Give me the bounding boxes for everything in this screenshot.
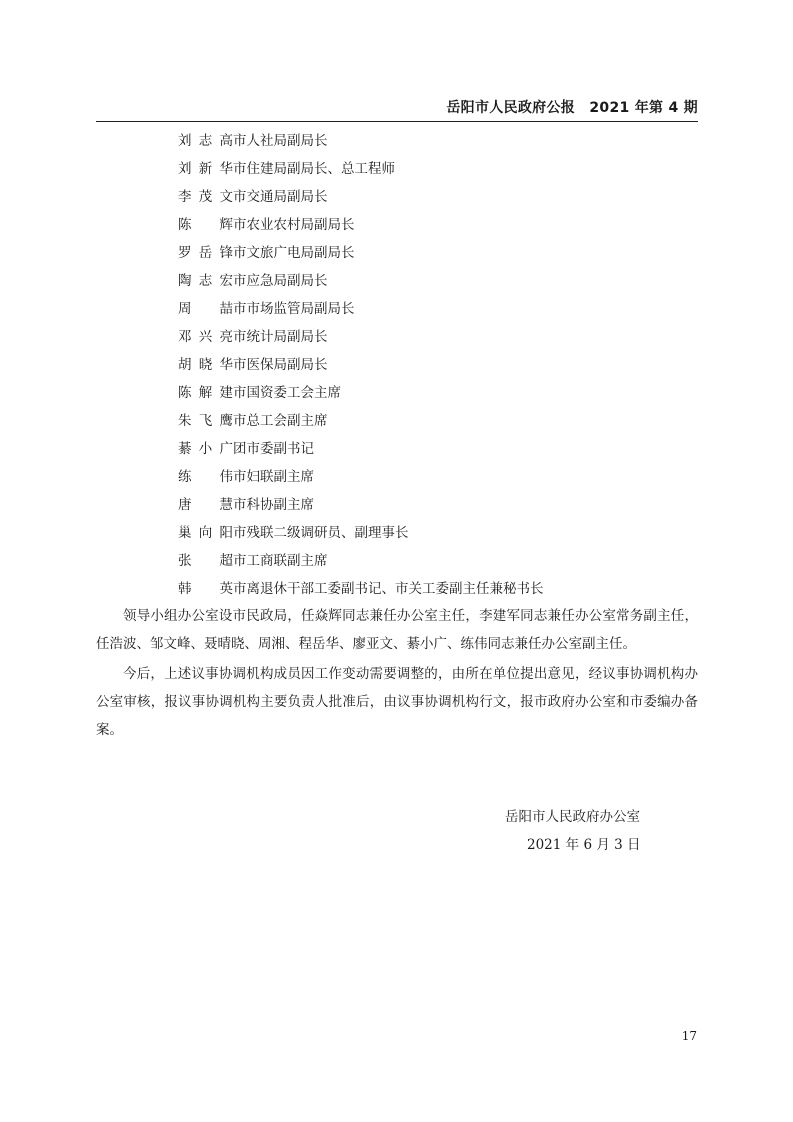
member-name: 朱飞鹰: [178, 413, 233, 429]
member-title: 市住建局副局长、总工程师: [233, 161, 395, 177]
member-title: 市工商联副主席: [233, 553, 328, 569]
member-name: 刘新华: [178, 161, 233, 177]
member-item: [178, 491, 544, 519]
issuer-signature: 岳阳市人民政府办公室: [505, 809, 640, 825]
member-name: 巢向阳: [178, 525, 233, 541]
header-title: 岳阳市人民政府公报 2021 年第 4 期: [446, 100, 698, 116]
member-title: 市科协副主席: [233, 497, 314, 513]
member-title: 市应急局副局长: [233, 273, 328, 289]
member-name: 陈辉: [178, 217, 233, 233]
member-name: 李茂文: [178, 189, 233, 205]
member-item: [178, 407, 544, 435]
member-item: [178, 379, 544, 407]
member-item: [178, 351, 544, 379]
member-item: [178, 155, 544, 183]
member-item: [178, 183, 544, 211]
member-item: [178, 295, 544, 323]
member-name: 刘志高: [178, 133, 233, 149]
member-item: [178, 239, 544, 267]
member-title: 市残联二级调研员、副理事长: [233, 525, 409, 541]
member-item: [178, 211, 544, 239]
member-item: [178, 435, 544, 463]
adjustment-paragraph: 今后，上述议事协调机构成员因工作变动需要调整的，由所在单位提出意见，经议事协调机构办公室审核，报议事协调机构主要负责人批准后，由议事协调机构行文，报市政府办公室和市委编办备案。: [96, 666, 698, 738]
member-item: [178, 575, 544, 603]
member-name: 胡晓华: [178, 357, 233, 373]
member-title: 市总工会副主席: [233, 413, 328, 429]
member-title: 市交通局副局长: [233, 189, 328, 205]
member-item: [178, 323, 544, 351]
member-title: 市国资委工会主席: [233, 385, 341, 401]
member-list: [178, 127, 544, 603]
member-name: 陈解建: [178, 385, 233, 401]
member-title: 市统计局副局长: [233, 329, 328, 345]
member-item: [178, 519, 544, 547]
member-title: 团市委副书记: [233, 441, 314, 457]
office-paragraph: 领导小组办公室设市民政局，任焱辉同志兼任办公室主任，李建军同志兼任办公室常务副主任，任浩波、邹文峰、聂晴晓、周湘、程岳华、廖亚文、綦小广、练伟同志兼任办公室副主任。: [96, 608, 698, 652]
member-item: [178, 547, 544, 575]
member-name: 罗岳锋: [178, 245, 233, 261]
member-name: 綦小广: [178, 441, 233, 457]
member-name: 周喆: [178, 301, 233, 317]
member-title: 市农业农村局副局长: [233, 217, 355, 233]
member-title: 市医保局副局长: [233, 357, 328, 373]
page-number: 17: [681, 1029, 697, 1043]
member-name: 唐慧: [178, 497, 233, 513]
issue-date: 2021 年 6 月 3 日: [527, 837, 641, 853]
member-title: 市市场监管局副局长: [233, 301, 355, 317]
member-item: [178, 463, 544, 491]
member-name: 邓兴亮: [178, 329, 233, 345]
member-name: 张超: [178, 553, 233, 569]
member-name: 韩英: [178, 581, 233, 597]
member-item: [178, 127, 544, 155]
member-title: 市妇联副主席: [233, 469, 314, 485]
member-title: 市文旅广电局副局长: [233, 245, 355, 261]
page-header: [96, 99, 698, 122]
member-name: 练伟: [178, 469, 233, 485]
member-name: 陶志宏: [178, 273, 233, 289]
member-title: 市离退休干部工委副书记、市关工委副主任兼秘书长: [233, 581, 544, 597]
member-item: [178, 267, 544, 295]
member-title: 市人社局副局长: [233, 133, 328, 149]
